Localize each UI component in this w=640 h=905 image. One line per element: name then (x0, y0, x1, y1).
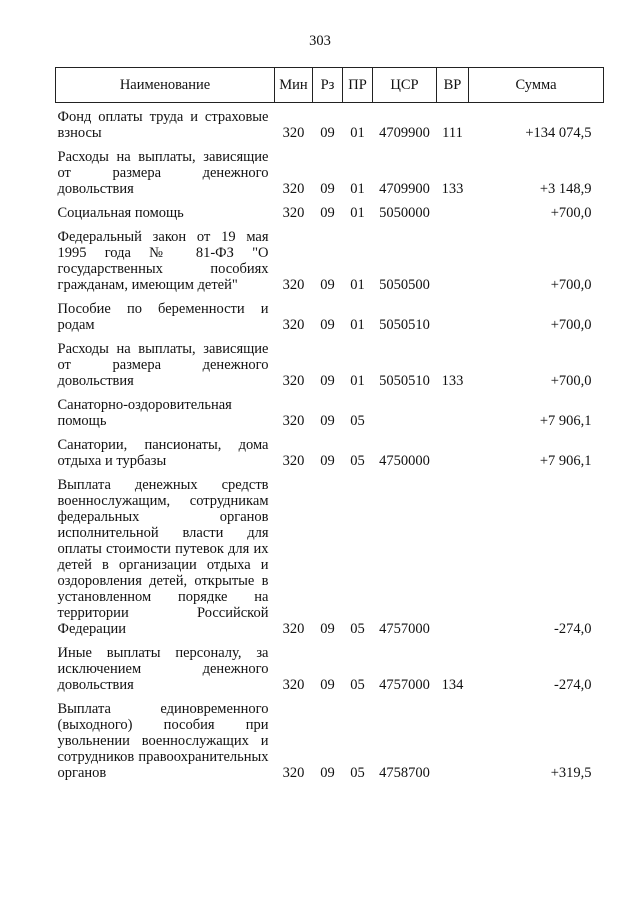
table-row (56, 199, 604, 223)
cell-csr: 5050510 (379, 317, 430, 333)
page-number: 303 (309, 33, 331, 49)
cell-sum: +700,0 (550, 373, 592, 389)
cell-min: 320 (282, 373, 305, 389)
cell-name: Пособие по беременности и родам (57, 301, 269, 333)
cell-vr (437, 223, 469, 295)
cell-min: 320 (282, 453, 305, 469)
cell-csr: 4757000 (379, 677, 430, 693)
cell-name: Иные выплаты персоналу, за исключением денежного довольствия (57, 645, 269, 693)
cell-csr (373, 391, 437, 431)
cell-pr: 01 (350, 277, 365, 293)
cell-vr (437, 391, 469, 431)
table-row (56, 391, 604, 431)
header-min: Мин (275, 68, 313, 103)
table-row (56, 335, 604, 391)
cell-pr: 05 (350, 413, 365, 429)
cell-min: 320 (282, 677, 305, 693)
cell-vr (437, 295, 469, 335)
cell-csr: 4709900 (379, 125, 430, 141)
cell-name: Выплата денежных средств военнослужащим, сотрудникам федеральных органов исполнительной власти для оплаты стоимости путевок для их детей в организации отдыха и оздоровления детей, открытые в установленном порядке на территории Российской Федерации (57, 477, 269, 637)
header-sum: Сумма (469, 68, 604, 103)
cell-name: Расходы на выплаты, зависящие от размера денежного довольствия (57, 149, 269, 197)
cell-name: Фонд оплаты труда и страховые взносы (57, 109, 269, 141)
cell-pr: 01 (350, 205, 365, 221)
cell-vr: 111 (442, 125, 463, 141)
cell-sum: +700,0 (550, 277, 592, 293)
cell-csr: 4709900 (379, 181, 430, 197)
cell-rz: 09 (320, 621, 335, 637)
header-rz: Рз (313, 68, 343, 103)
cell-min: 320 (282, 765, 305, 781)
cell-vr (437, 695, 469, 783)
cell-rz: 09 (320, 413, 335, 429)
cell-csr: 4758700 (379, 765, 430, 781)
budget-table (55, 67, 604, 783)
cell-min: 320 (282, 621, 305, 637)
table-row (56, 143, 604, 199)
cell-vr: 134 (441, 677, 464, 693)
cell-min: 320 (282, 277, 305, 293)
cell-name: Социальная помощь (57, 205, 184, 221)
cell-pr: 01 (350, 181, 365, 197)
cell-vr: 133 (441, 181, 464, 197)
cell-rz: 09 (320, 677, 335, 693)
cell-rz: 09 (320, 373, 335, 389)
table-row (56, 695, 604, 783)
header-name: Наименование (56, 68, 275, 103)
header-csr: ЦСР (373, 68, 437, 103)
cell-min: 320 (282, 413, 305, 429)
cell-sum: -274,0 (554, 621, 592, 637)
header-pr: ПР (343, 68, 373, 103)
cell-rz: 09 (320, 181, 335, 197)
cell-pr: 05 (350, 677, 365, 693)
cell-csr: 5050500 (379, 277, 430, 293)
cell-min: 320 (282, 181, 305, 197)
cell-min: 320 (282, 205, 305, 221)
cell-vr (437, 431, 469, 471)
cell-min: 320 (282, 125, 305, 141)
cell-vr: 133 (441, 373, 464, 389)
table-row (56, 295, 604, 335)
cell-sum: -274,0 (554, 677, 592, 693)
cell-name: Санаторно-оздоровительная помощь (57, 397, 232, 429)
cell-sum: +3 148,9 (539, 181, 592, 197)
cell-sum: +319,5 (550, 765, 592, 781)
cell-csr: 4750000 (379, 453, 430, 469)
cell-sum: +134 074,5 (525, 125, 592, 141)
cell-rz: 09 (320, 205, 335, 221)
cell-sum: +7 906,1 (539, 453, 592, 469)
cell-pr: 01 (350, 373, 365, 389)
cell-rz: 09 (320, 317, 335, 333)
cell-sum: +7 906,1 (539, 413, 592, 429)
cell-pr: 01 (350, 125, 365, 141)
cell-pr: 05 (350, 453, 365, 469)
table-row (56, 103, 604, 144)
table-row (56, 639, 604, 695)
cell-pr: 05 (350, 621, 365, 637)
cell-min: 320 (282, 317, 305, 333)
cell-rz: 09 (320, 125, 335, 141)
cell-vr (437, 471, 469, 639)
table-row (56, 223, 604, 295)
cell-rz: 09 (320, 453, 335, 469)
table-body (56, 103, 604, 784)
table-row (56, 471, 604, 639)
header-vr: ВР (437, 68, 469, 103)
cell-name: Санатории, пансионаты, дома отдыха и турбазы (57, 437, 269, 469)
cell-pr: 05 (350, 765, 365, 781)
cell-csr: 5050510 (379, 373, 430, 389)
cell-csr: 4757000 (379, 621, 430, 637)
cell-sum: +700,0 (550, 317, 592, 333)
cell-name: Федеральный закон от 19 мая 1995 года № 81-ФЗ "О государственных пособиях гражданам, имеющим детей" (57, 229, 269, 293)
cell-name: Выплата единовременного (выходного) пособия при увольнении военнослужащих и сотрудников правоохранительных органов (57, 701, 269, 781)
cell-pr: 01 (350, 317, 365, 333)
table-row (56, 431, 604, 471)
cell-csr: 5050000 (379, 205, 430, 221)
cell-rz: 09 (320, 765, 335, 781)
cell-vr (437, 199, 469, 223)
cell-name: Расходы на выплаты, зависящие от размера денежного довольствия (57, 341, 269, 389)
table-header-row (56, 68, 604, 103)
cell-sum: +700,0 (550, 205, 592, 221)
cell-rz: 09 (320, 277, 335, 293)
